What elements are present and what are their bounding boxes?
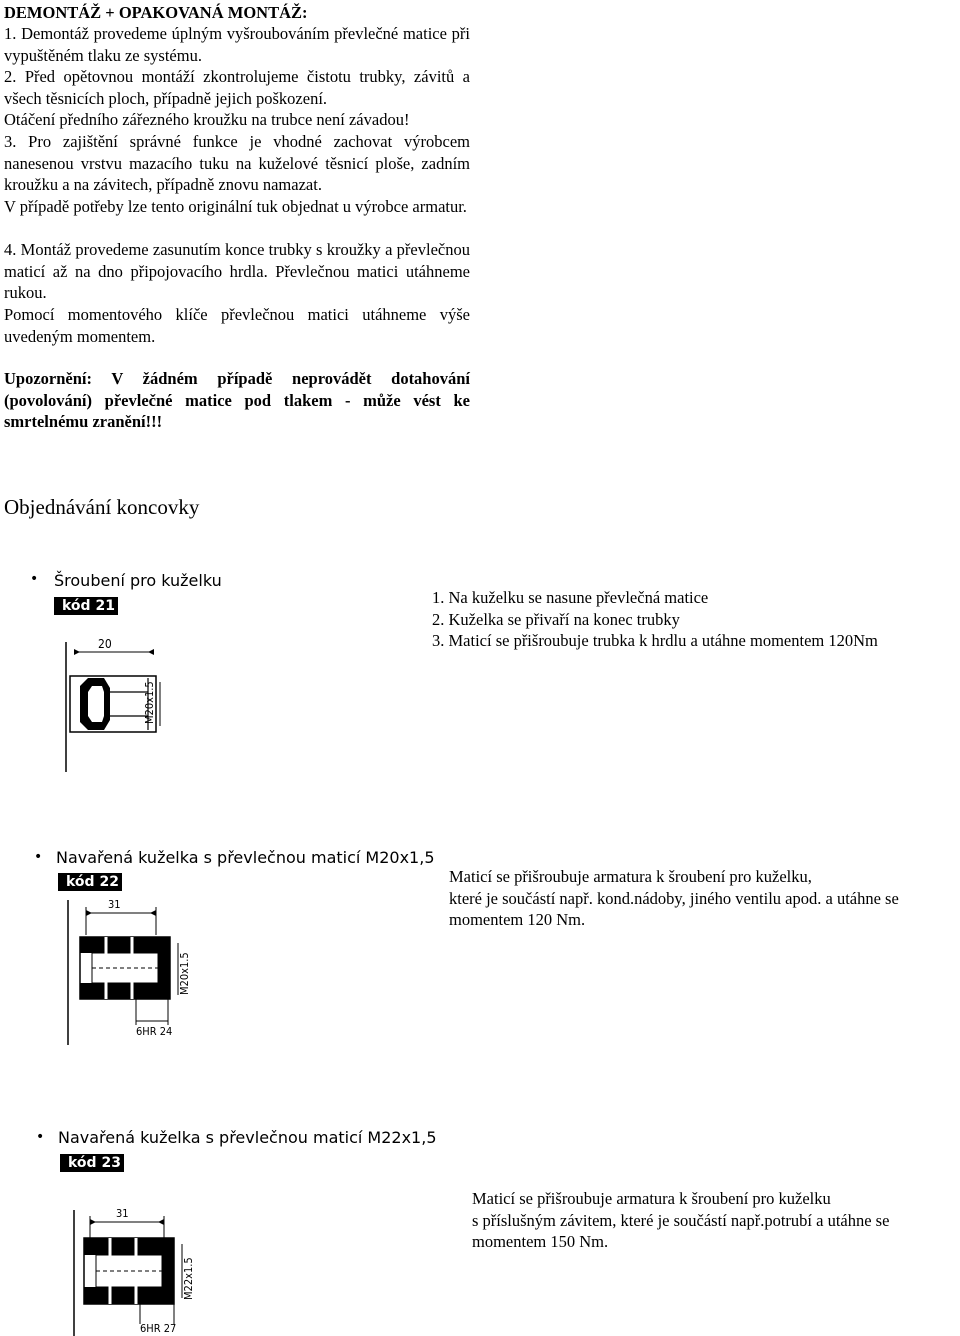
item-notes (432, 587, 878, 652)
bullet-icon: • (36, 1129, 45, 1145)
bullet-icon: • (30, 571, 39, 587)
item-title: Navařená kuželka s převlečnou maticí M22x1,5 (58, 1128, 437, 1147)
instruction-1: 1. Demontáž provedeme úplným vyšroubováním převlečné matice při vypuštěném tlaku ze systému. (4, 24, 470, 65)
instruction-3-note: V případě potřeby lze tento originální tuk objednat u výrobce armatur. (4, 197, 467, 216)
note-line: Maticí se přišroubuje armatura k šroubení pro kuželku (472, 1189, 831, 1208)
instruction-3: 3. Pro zajištění správné funkce je vhodné zachovat výrobcem nanesenou vrstvu mazacího tuku na kuželové těsnicí ploše, zadním kroužku a na závitech, případně znovu namazat. (4, 132, 470, 195)
note-line: Maticí se přišroubuje armatura k šroubení pro kuželku, (449, 867, 812, 886)
item-notes (472, 1188, 889, 1253)
note-line: s příslušným závitem, které je součástí např.potrubí a utáhne se (472, 1210, 890, 1230)
item-title: Navařená kuželka s převlečnou maticí M20x1,5 (56, 848, 435, 867)
drawing-kuzelka-m22 (50, 1198, 200, 1336)
item-notes (449, 866, 899, 931)
code-badge: kód 23 (60, 1154, 124, 1172)
bullet-icon: • (34, 849, 43, 865)
drawing-kuzelka-m20 (50, 895, 200, 1050)
dim-hex-label: 6HR 27 (140, 1322, 177, 1335)
dim-thread-label: M20x1.5 (178, 952, 191, 995)
note-line: 2. Kuželka se přivaří na konec trubky (432, 609, 680, 629)
drawing-sroubeni (40, 622, 170, 777)
section-heading-objednavani: Objednávání koncovky (4, 495, 200, 519)
dim-hex-label: 6HR 24 (136, 1025, 173, 1038)
dim-length-label: 31 (108, 898, 121, 911)
warning-text: Upozornění: V žádném případě neprovádět dotahování (povolování) převlečné matice pod tlakem - může vést ke smrtelnému zranění!!! (4, 369, 470, 432)
instruction-2-note: Otáčení předního zářezného kroužku na trubce není závadou! (4, 110, 410, 129)
instruction-2: 2. Před opětovnou montáží zkontrolujeme čistotu trubky, závitů a všech těsnicích ploch, případně jejich poškození. (4, 67, 470, 108)
note-line: které je součástí např. kond.nádoby, jiného ventilu apod. a utáhne se (449, 888, 899, 908)
code-badge: kód 22 (58, 873, 122, 891)
item-kod-22 (34, 848, 42, 866)
note-line: 3. Maticí se přišroubuje trubka k hrdlu a utáhne momentem 120Nm (432, 631, 878, 651)
item-title: Šroubení pro kuželku (54, 571, 222, 590)
note-line: 1. Na kuželku se nasune převlečná matice (432, 588, 709, 607)
dim-length-label: 20 (98, 637, 112, 651)
dim-length-label: 31 (116, 1207, 129, 1220)
dim-thread-label: M20x1.5 (143, 681, 156, 724)
section-heading-demontaz: DEMONTÁŽ + OPAKOVANÁ MONTÁŽ: (4, 3, 308, 22)
item-kod-21 (30, 570, 38, 588)
instruction-4: 4. Montáž provedeme zasunutím konce trubky s kroužky a převlečnou maticí až na dno připojovacího hrdla. Převlečnou matici utáhneme rukou. (4, 240, 470, 303)
note-line: momentem 150 Nm. (472, 1232, 609, 1252)
code-badge: kód 21 (54, 597, 118, 615)
note-line: momentem 120 Nm. (449, 910, 586, 930)
dim-thread-label: M22x1.5 (182, 1257, 195, 1300)
instruction-4-note: Pomocí momentového klíče převlečnou matici utáhneme výše uvedeným momentem. (4, 305, 470, 346)
item-kod-23 (36, 1128, 44, 1146)
